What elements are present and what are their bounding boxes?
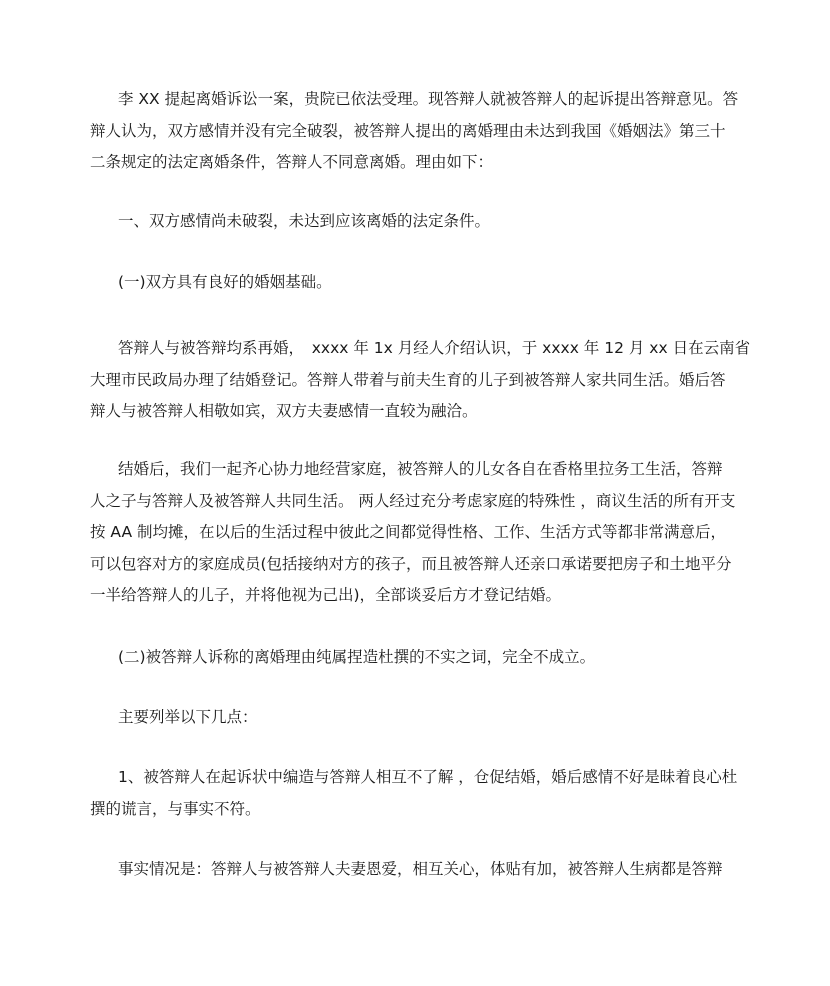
paragraph bbox=[90, 267, 750, 299]
text-line: 按 AA 制均摊，在以后的生活过程中彼此之间都觉得性格、工作、生活方式等都非常满意后， bbox=[90, 523, 726, 541]
paragraph bbox=[90, 333, 750, 428]
paragraph bbox=[90, 762, 750, 825]
text-line: 可以包容对方的家庭成员(包括接纳对方的孩子，而且被答辩人还亲口承诺要把房子和土地平分 bbox=[90, 554, 732, 573]
text-line: 一、双方感情尚未破裂，未达到应该离婚的法定条件。 bbox=[118, 212, 491, 230]
paragraph bbox=[90, 642, 750, 674]
text-line: 1、被答辩人在起诉状中编造与答辩人相互不了解 ，仓促结婚，婚后感情不好是昧着良心杜 bbox=[118, 768, 738, 786]
text-line: 二条规定的法定离婚条件，答辩人不同意离婚。理由如下： bbox=[90, 153, 494, 171]
text-line: 大理市民政局办理了结婚登记。答辩人带着与前夫生育的儿子到被答辩人家共同生活。婚后答 bbox=[90, 370, 726, 389]
text-line: 辩人与被答辩人相敬如宾，双方夫妻感情一直较为融洽。 bbox=[90, 402, 478, 420]
text-line: 撰的谎言，与事实不符。 bbox=[90, 799, 261, 818]
paragraph bbox=[90, 454, 750, 612]
text-line: 人之子与答辩人及被答辩人共同生活。 两人经过充分考虑家庭的特殊性 ，商议生活的所有开支 bbox=[90, 491, 736, 510]
text-line: (一)双方具有良好的婚姻基础。 bbox=[118, 273, 332, 291]
text-line: 辩人认为，双方感情并没有完全破裂，被答辩人提出的离婚理由未达到我国《婚姻法》第三十 bbox=[90, 121, 726, 140]
text-line: 事实情况是：答辩人与被答辩人夫妻恩爱，相互关心，体贴有加，被答辩人生病都是答辩 bbox=[118, 860, 723, 878]
paragraph bbox=[90, 206, 750, 238]
paragraph bbox=[90, 854, 750, 886]
text-line: 结婚后，我们一起齐心协力地经营家庭，被答辩人的儿女各自在香格里拉务工生活，答辩 bbox=[118, 460, 723, 478]
paragraph bbox=[90, 84, 750, 179]
text-line: 主要列举以下几点： bbox=[118, 708, 258, 726]
text-line: (二)被答辩人诉称的离婚理由纯属捏造杜撰的不实之词，完全不成立。 bbox=[118, 648, 596, 666]
text-line: 答辩人与被答辩均系再婚， xxxx 年 1x 月经人介绍认识，于 xxxx 年 12 月 xx 日在云南省 bbox=[118, 339, 751, 357]
text-line: 李 XX 提起离婚诉讼一案，贵院已依法受理。现答辩人就被答辩人的起诉提出答辩意见。答 bbox=[118, 90, 739, 108]
text-line: 一半给答辩人的儿子，并将他视为己出)，全部谈妥后方才登记结婚。 bbox=[90, 586, 562, 604]
paragraph bbox=[90, 702, 750, 734]
